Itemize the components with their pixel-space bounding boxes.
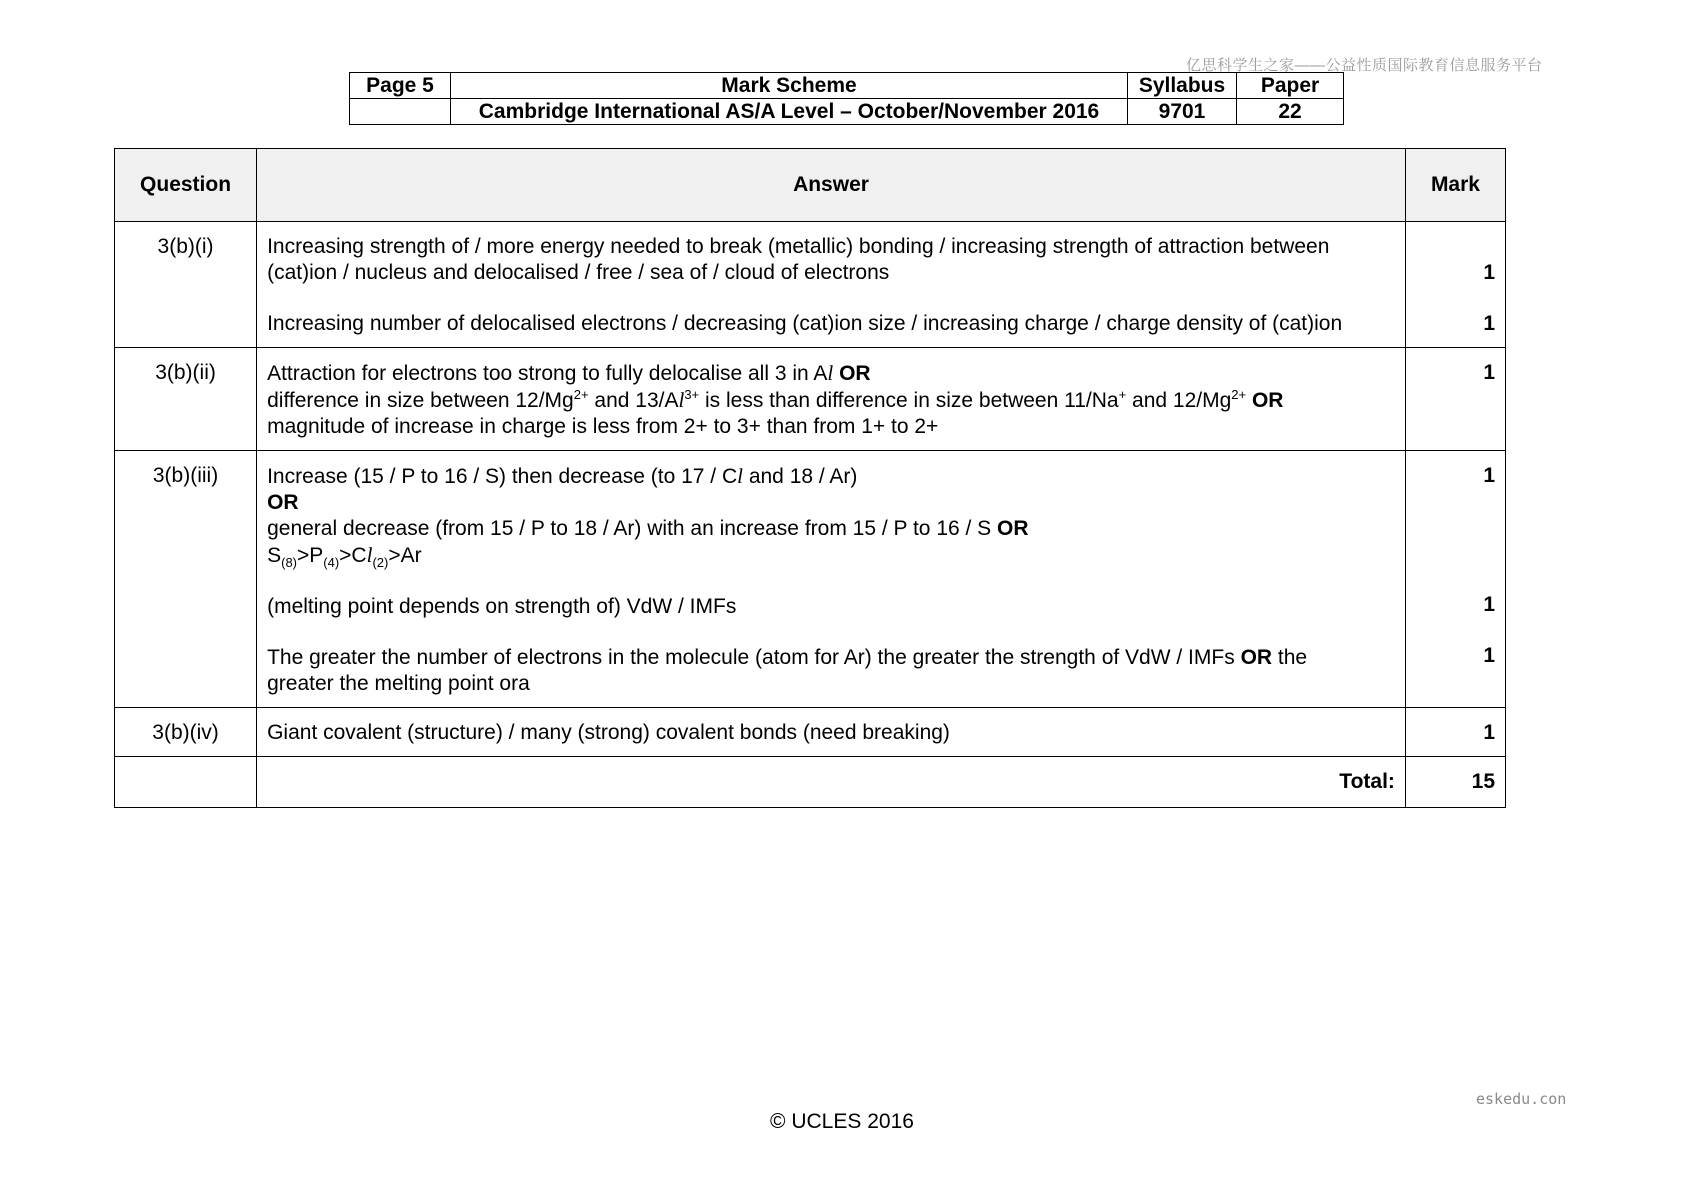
mark-cell	[1405, 222, 1505, 348]
mark-value: 1	[1483, 644, 1495, 667]
page-number-blank	[350, 99, 451, 125]
answer-line: difference in size between $12/Mg^{2+}$ and $13/Al^{3+}$ is less than difference in size between 11/Na+ and $12/Mg^{2+}$ OR	[267, 387, 1284, 412]
answer-line: greater the melting point ora	[267, 672, 530, 695]
total-question-blank	[115, 757, 257, 808]
table-header-row	[115, 149, 1506, 222]
question-cell: 3(b)(iii)	[115, 451, 257, 708]
mark-value: 1	[1483, 361, 1495, 384]
document-subtitle: Cambridge International AS/A Level – October/November 2016	[451, 99, 1128, 125]
mark-value: 1	[1483, 721, 1495, 744]
mark-scheme-table	[114, 148, 1506, 808]
answer-line: Increasing strength of / more energy needed to break (metallic) bonding / increasing strength of attraction between	[267, 235, 1330, 258]
answer-line: Increasing number of delocalised electrons / decreasing (cat)ion size / increasing charge / charge density of (cat)ion	[267, 312, 1343, 335]
table-row	[115, 348, 1506, 451]
watermark-top: 亿思科学生之家——公益性质国际教育信息服务平台	[1186, 57, 1543, 74]
answer-cell	[257, 348, 1406, 451]
answer-line: general decrease (from 15 / P to 18 / Ar) with an increase from 15 / P to 16 / S OR	[267, 517, 1029, 540]
mark-cell	[1405, 348, 1505, 451]
answer-cell	[257, 451, 1406, 708]
total-value: 15	[1405, 757, 1505, 808]
total-label: Total:	[257, 757, 1406, 808]
paper-label: Paper	[1237, 73, 1344, 99]
page-number: Page 5	[350, 73, 451, 99]
question-cell: 3(b)(ii)	[115, 348, 257, 451]
column-header-mark: Mark	[1405, 149, 1505, 222]
document-title: Mark Scheme	[451, 73, 1128, 99]
table-row	[115, 222, 1506, 348]
answer-line: Giant covalent (structure) / many (strong) covalent bonds (need breaking)	[267, 721, 950, 744]
answer-line: $S_{(8)}>P_{(4)}>Cl_{(2)}>Ar$	[267, 543, 422, 571]
answer-cell	[257, 222, 1406, 348]
mark-value: 1	[1483, 261, 1495, 284]
answer-line: (cat)ion / nucleus and delocalised / free / sea of / cloud of electrons	[267, 261, 890, 284]
answer-line: magnitude of increase in charge is less from 2+ to 3+ than from 1+ to 2+	[267, 415, 939, 438]
answer-cell	[257, 708, 1406, 757]
mark-value: 1	[1483, 464, 1495, 487]
table-row	[115, 708, 1506, 757]
column-header-answer: Answer	[257, 149, 1406, 222]
answer-line: Increase (15 / P to 16 / S) then decrease (to 17 / Cl and 18 / Ar)	[267, 464, 858, 488]
mark-value: 1	[1483, 312, 1495, 335]
copyright-footer: © UCLES 2016	[770, 1110, 914, 1133]
mark-cell	[1405, 451, 1505, 708]
syllabus-code: 9701	[1128, 99, 1237, 125]
mark-cell	[1405, 708, 1505, 757]
paper-number: 22	[1237, 99, 1344, 125]
table-row	[115, 451, 1506, 708]
answer-line: (melting point depends on strength of) VdW / IMFs	[267, 595, 737, 618]
total-row	[115, 757, 1506, 808]
mark-value: 1	[1483, 593, 1495, 616]
page-header-table	[349, 72, 1344, 125]
syllabus-label: Syllabus	[1128, 73, 1237, 99]
answer-line: The greater the number of electrons in the molecule (atom for Ar) the greater the strength of VdW / IMFs OR the	[267, 646, 1308, 669]
column-header-question: Question	[115, 149, 257, 222]
question-cell: 3(b)(i)	[115, 222, 257, 348]
watermark-bottom: eskedu.con	[1476, 1090, 1567, 1108]
answer-line: Attraction for electrons too strong to fully delocalise all 3 in Al OR	[267, 361, 871, 385]
question-cell: 3(b)(iv)	[115, 708, 257, 757]
answer-line: OR	[267, 491, 299, 514]
